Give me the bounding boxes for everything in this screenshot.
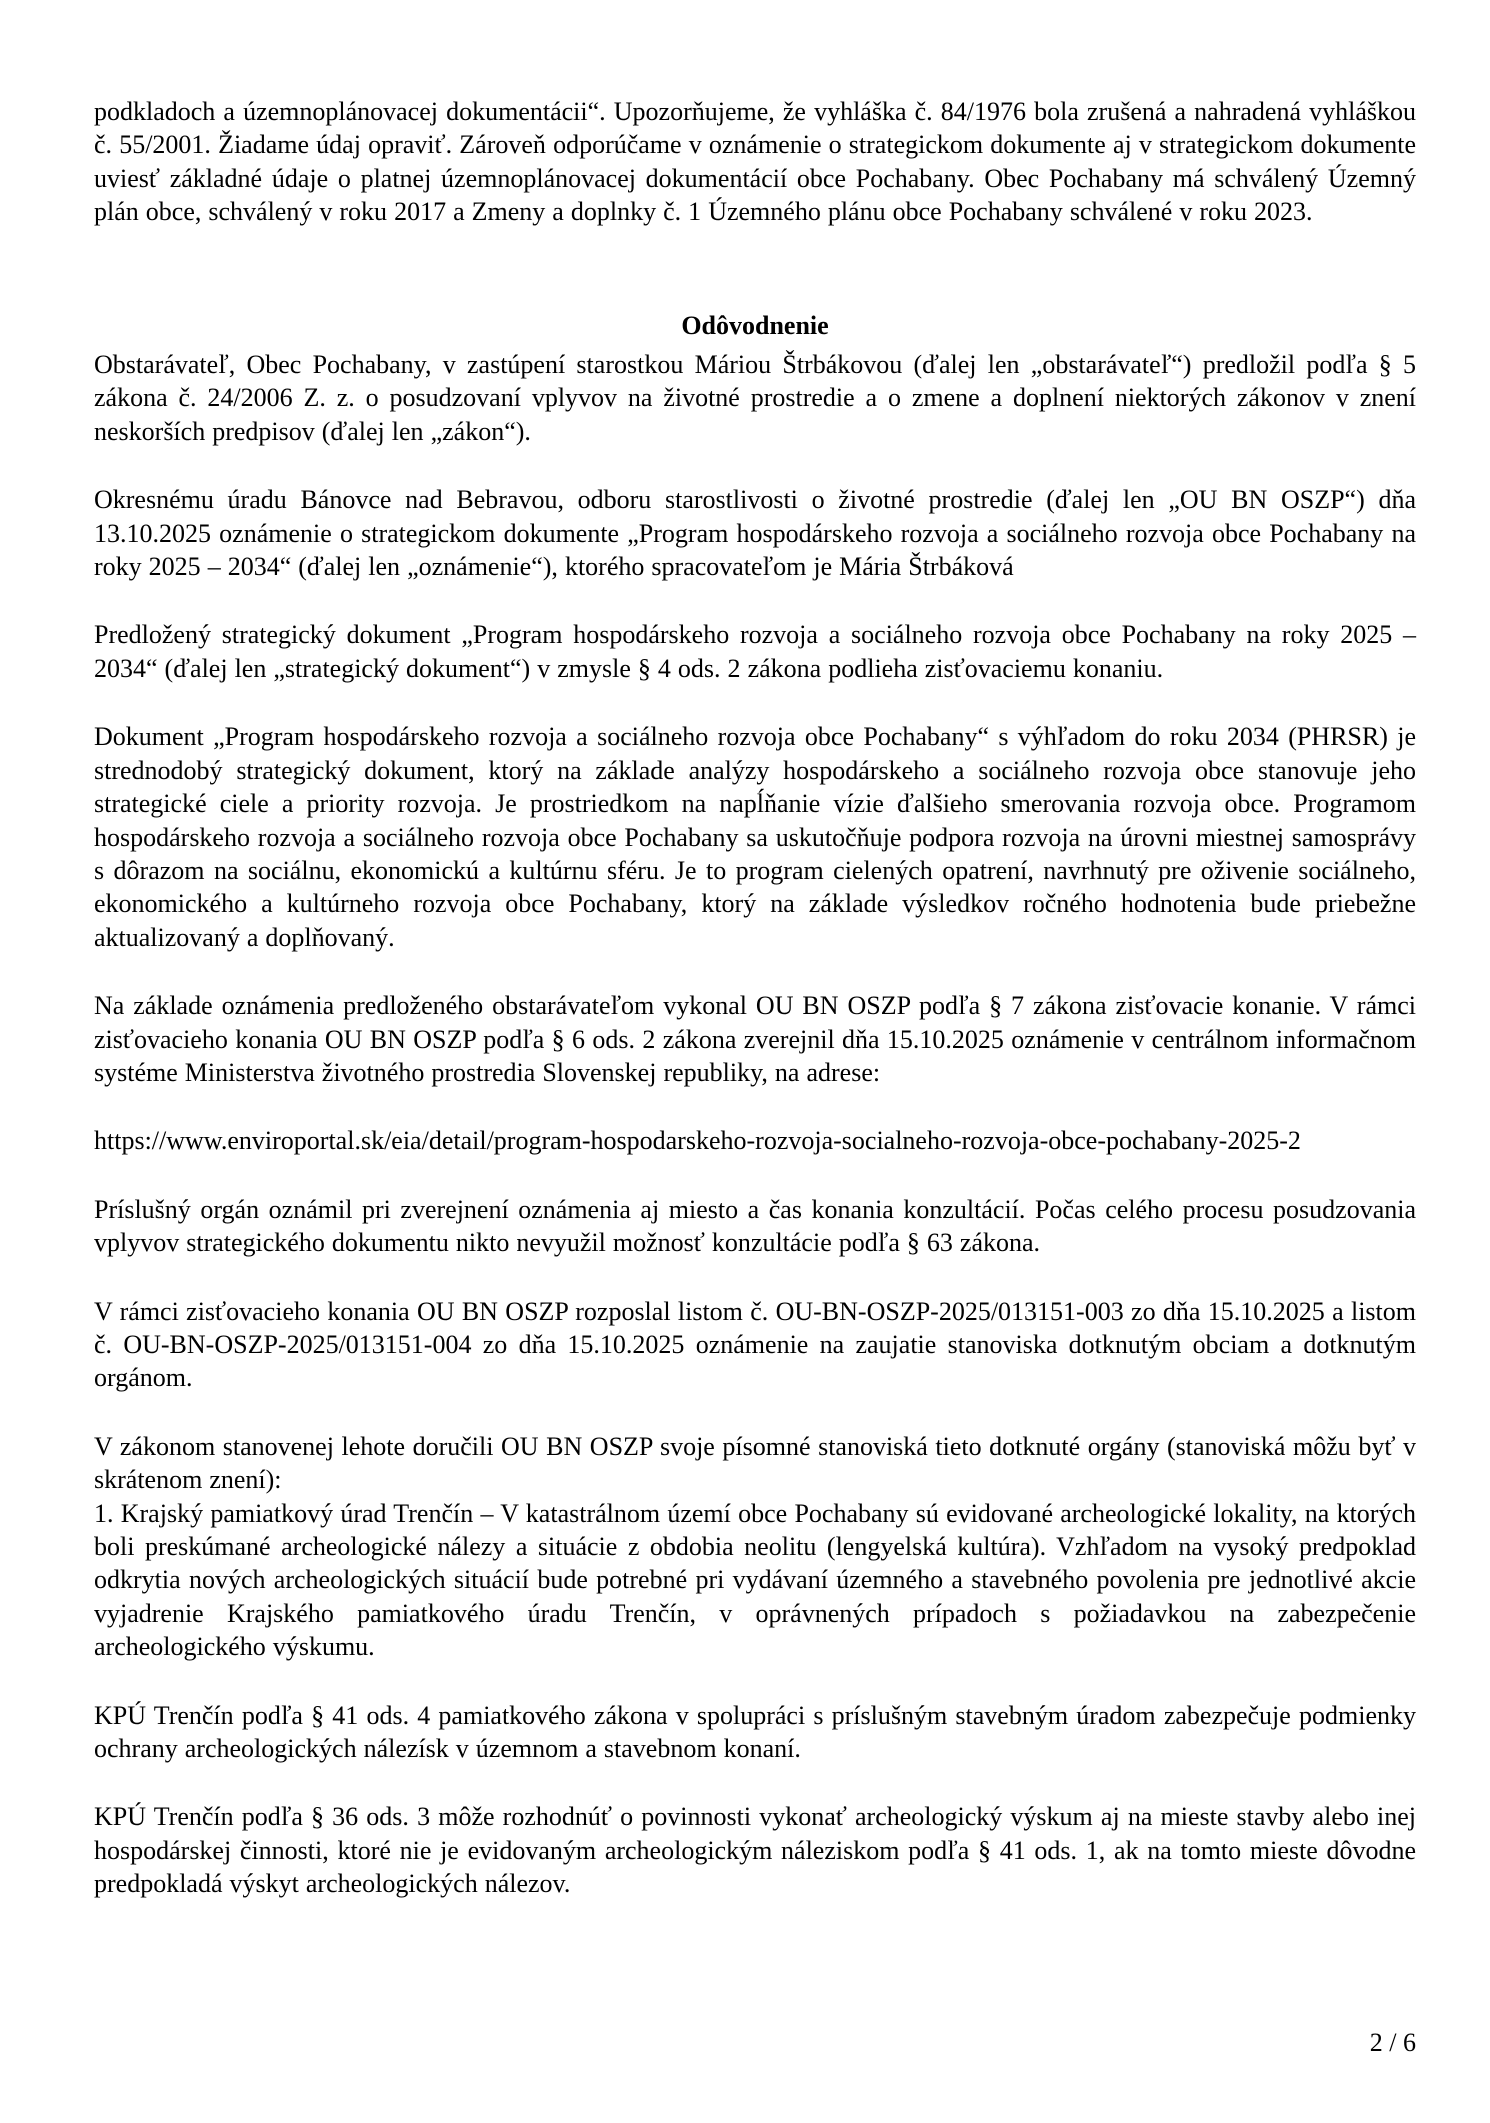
paragraph-rozposlane-listy: V rámci zisťovacieho konania OU BN OSZP rozposlal listom č. OU-BN-OSZP-2025/013151-003 zo dňa 15.10.2025 a listom č. OU-BN-OSZP-2025/013151-004 zo dňa 15.10.2025 oznámenie na zaujatie stanoviska dotknutým obciam a dotknutým orgánom. [94, 1296, 1416, 1393]
paragraph-obstaravatel: Obstarávateľ, Obec Pochabany, v zastúpení starostkou Máriou Štrbákovou (ďalej len „obstarávateľ“) predložil podľa § 5 zákona č. 24/2006 Z. z. o posudzovaní vplyvov na životné prostredie a o zmene a doplnení niektorých zákonov v znení neskorších predpisov (ďalej len „zákon“). [94, 350, 1416, 446]
paragraph-konzultacie: Príslušný orgán oznámil pri zverejnení oznámenia aj miesto a čas konania konzultácií. Počas celého procesu posudzovania vplyvov strategického dokumentu nikto nevyužil možnosť konzultácie podľa § 63 zákona. [94, 1194, 1416, 1258]
paragraph-predlozeny-strategicky-dokument: Predložený strategický dokument „Program hospodárskeho rozvoja a sociálneho rozvoja obce Pochabany na roky 2025 – 2034“ (ďalej len „strategický dokument“) v zmysle § 4 ods. 2 zákona podlieha zisťovaciemu konaniu. [94, 620, 1416, 683]
paragraph-okresny-urad-oznamenie: Okresnému úradu Bánovce nad Bebravou, odboru starostlivosti o životné prostredie (ďalej len „OU BN OSZP“) dňa 13.10.2025 oznámenie o strategickom dokumente „Program hospodárskeho rozvoja a sociálneho rozvoja obce Pochabany na roky 2025 – 2034“ (ďalej len „oznámenie“), ktorého spracovateľom je Mária Štrbáková [94, 485, 1416, 582]
paragraph-phrsr-description: Dokument „Program hospodárskeho rozvoja a sociálneho rozvoja obce Pochabany“ s výhľadom do roku 2034 (PHRSR) je strednodobý strategický dokument, ktorý na základe analýzy hospodárskeho a sociálneho rozvoja obce stanovuje jeho strategické ciele a priority rozvoja. Je prostriedkom na napĺňanie vízie ďalšieho smerovania rozvoja obce. Programom hospodárskeho rozvoja a sociálneho rozvoja obce Pochabany sa uskutočňuje podpora rozvoja na úrovni miestnej samosprávy s dôrazom na sociálnu, ekonomickú a kultúrnu sféru. Je to program cielených opatrení, navrhnutý pre oživenie sociálneho, ekonomického a kultúrneho rozvoja obce Pochabany, ktorý na základe výsledkov ročného hodnotenia bude priebežne aktualizovaný a doplňovaný. [94, 722, 1416, 952]
statement-1-krajsky-pamiatkovy-urad: 1. Krajský pamiatkový úrad Trenčín – V katastrálnom území obce Pochabany sú evidované archeologické lokality, na ktorých boli preskúmané archeologické nálezy a situácie z obdobia neolitu (lengyelská kultúra). Vzhľadom na vysoký predpoklad odkrytia nových archeologických situácií bude potrebné pri vydávaní územného a stavebného povolenia pre jednotlivé akcie vyjadrenie Krajského pamiatkového úradu Trenčín, v oprávnených prípadoch s požiadavkou na zabezpečenie archeologického výskumu. [94, 1498, 1416, 1662]
page-number: 2 / 6 [1369, 2028, 1416, 2057]
statements-intro: V zákonom stanovenej lehote doručili OU BN OSZP svoje písomné stanoviská tieto dotknuté orgány (stanoviská môžu byť v skrátenom znení): [94, 1431, 1416, 1495]
enviroportal-url-text: https://www.enviroportal.sk/eia/detail/program-hospodarskeho-rozvoja-socialneho-rozvoja-obce-pochabany-2025-2 [94, 1126, 1301, 1156]
paragraph-kpu-trencin-41: KPÚ Trenčín podľa § 41 ods. 4 pamiatkového zákona v spolupráci s príslušným stavebným úradom zabezpečuje podmienky ochrany archeologických nálezísk v územnom a stavebnom konaní. [94, 1700, 1416, 1764]
paragraph-kpu-trencin-36: KPÚ Trenčín podľa § 36 ods. 3 môže rozhodnúť o povinnosti vykonať archeologický výskum aj na mieste stavby alebo inej hospodárskej činnosti, ktoré nie je evidovaným archeologickým náleziskom podľa § 41 ods. 1, ak na tomto mieste dôvodne predpokladá výskyt archeologických nálezov. [94, 1802, 1416, 1899]
paragraph-planning-documentation-continuation: podkladoch a územnoplánovacej dokumentácii“. Upozorňujeme, že vyhláška č. 84/1976 bola zrušená a nahradená vyhláškou č. 55/2001. Žiadame údaj opraviť. Zároveň odporúčame v oznámenie o strategickom dokumente aj v strategickom dokumente uviesť základné údaje o platnej územnoplánovacej dokumentácií obce Pochabany. Obec Pochabany má schválený Územný plán obce, schválený v roku 2017 a Zmeny a doplnky č. 1 Územného plánu obce Pochabany schválené v roku 2023. [94, 97, 1416, 227]
paragraph-zistovacie-konanie-zverejnenie: Na základe oznámenia predloženého obstarávateľom vykonal OU BN OSZP podľa § 7 zákona zisťovacie konanie. V rámci zisťovacieho konania OU BN OSZP podľa § 6 ods. 2 zákona zverejnil dňa 15.10.2025 oznámenie v centrálnom informačnom systéme Ministerstva životného prostredia Slovenskej republiky, na adrese: [94, 991, 1416, 1087]
section-heading-odovodnenie: Odôvodnenie [681, 310, 829, 340]
document-body [94, 95, 1416, 1936]
